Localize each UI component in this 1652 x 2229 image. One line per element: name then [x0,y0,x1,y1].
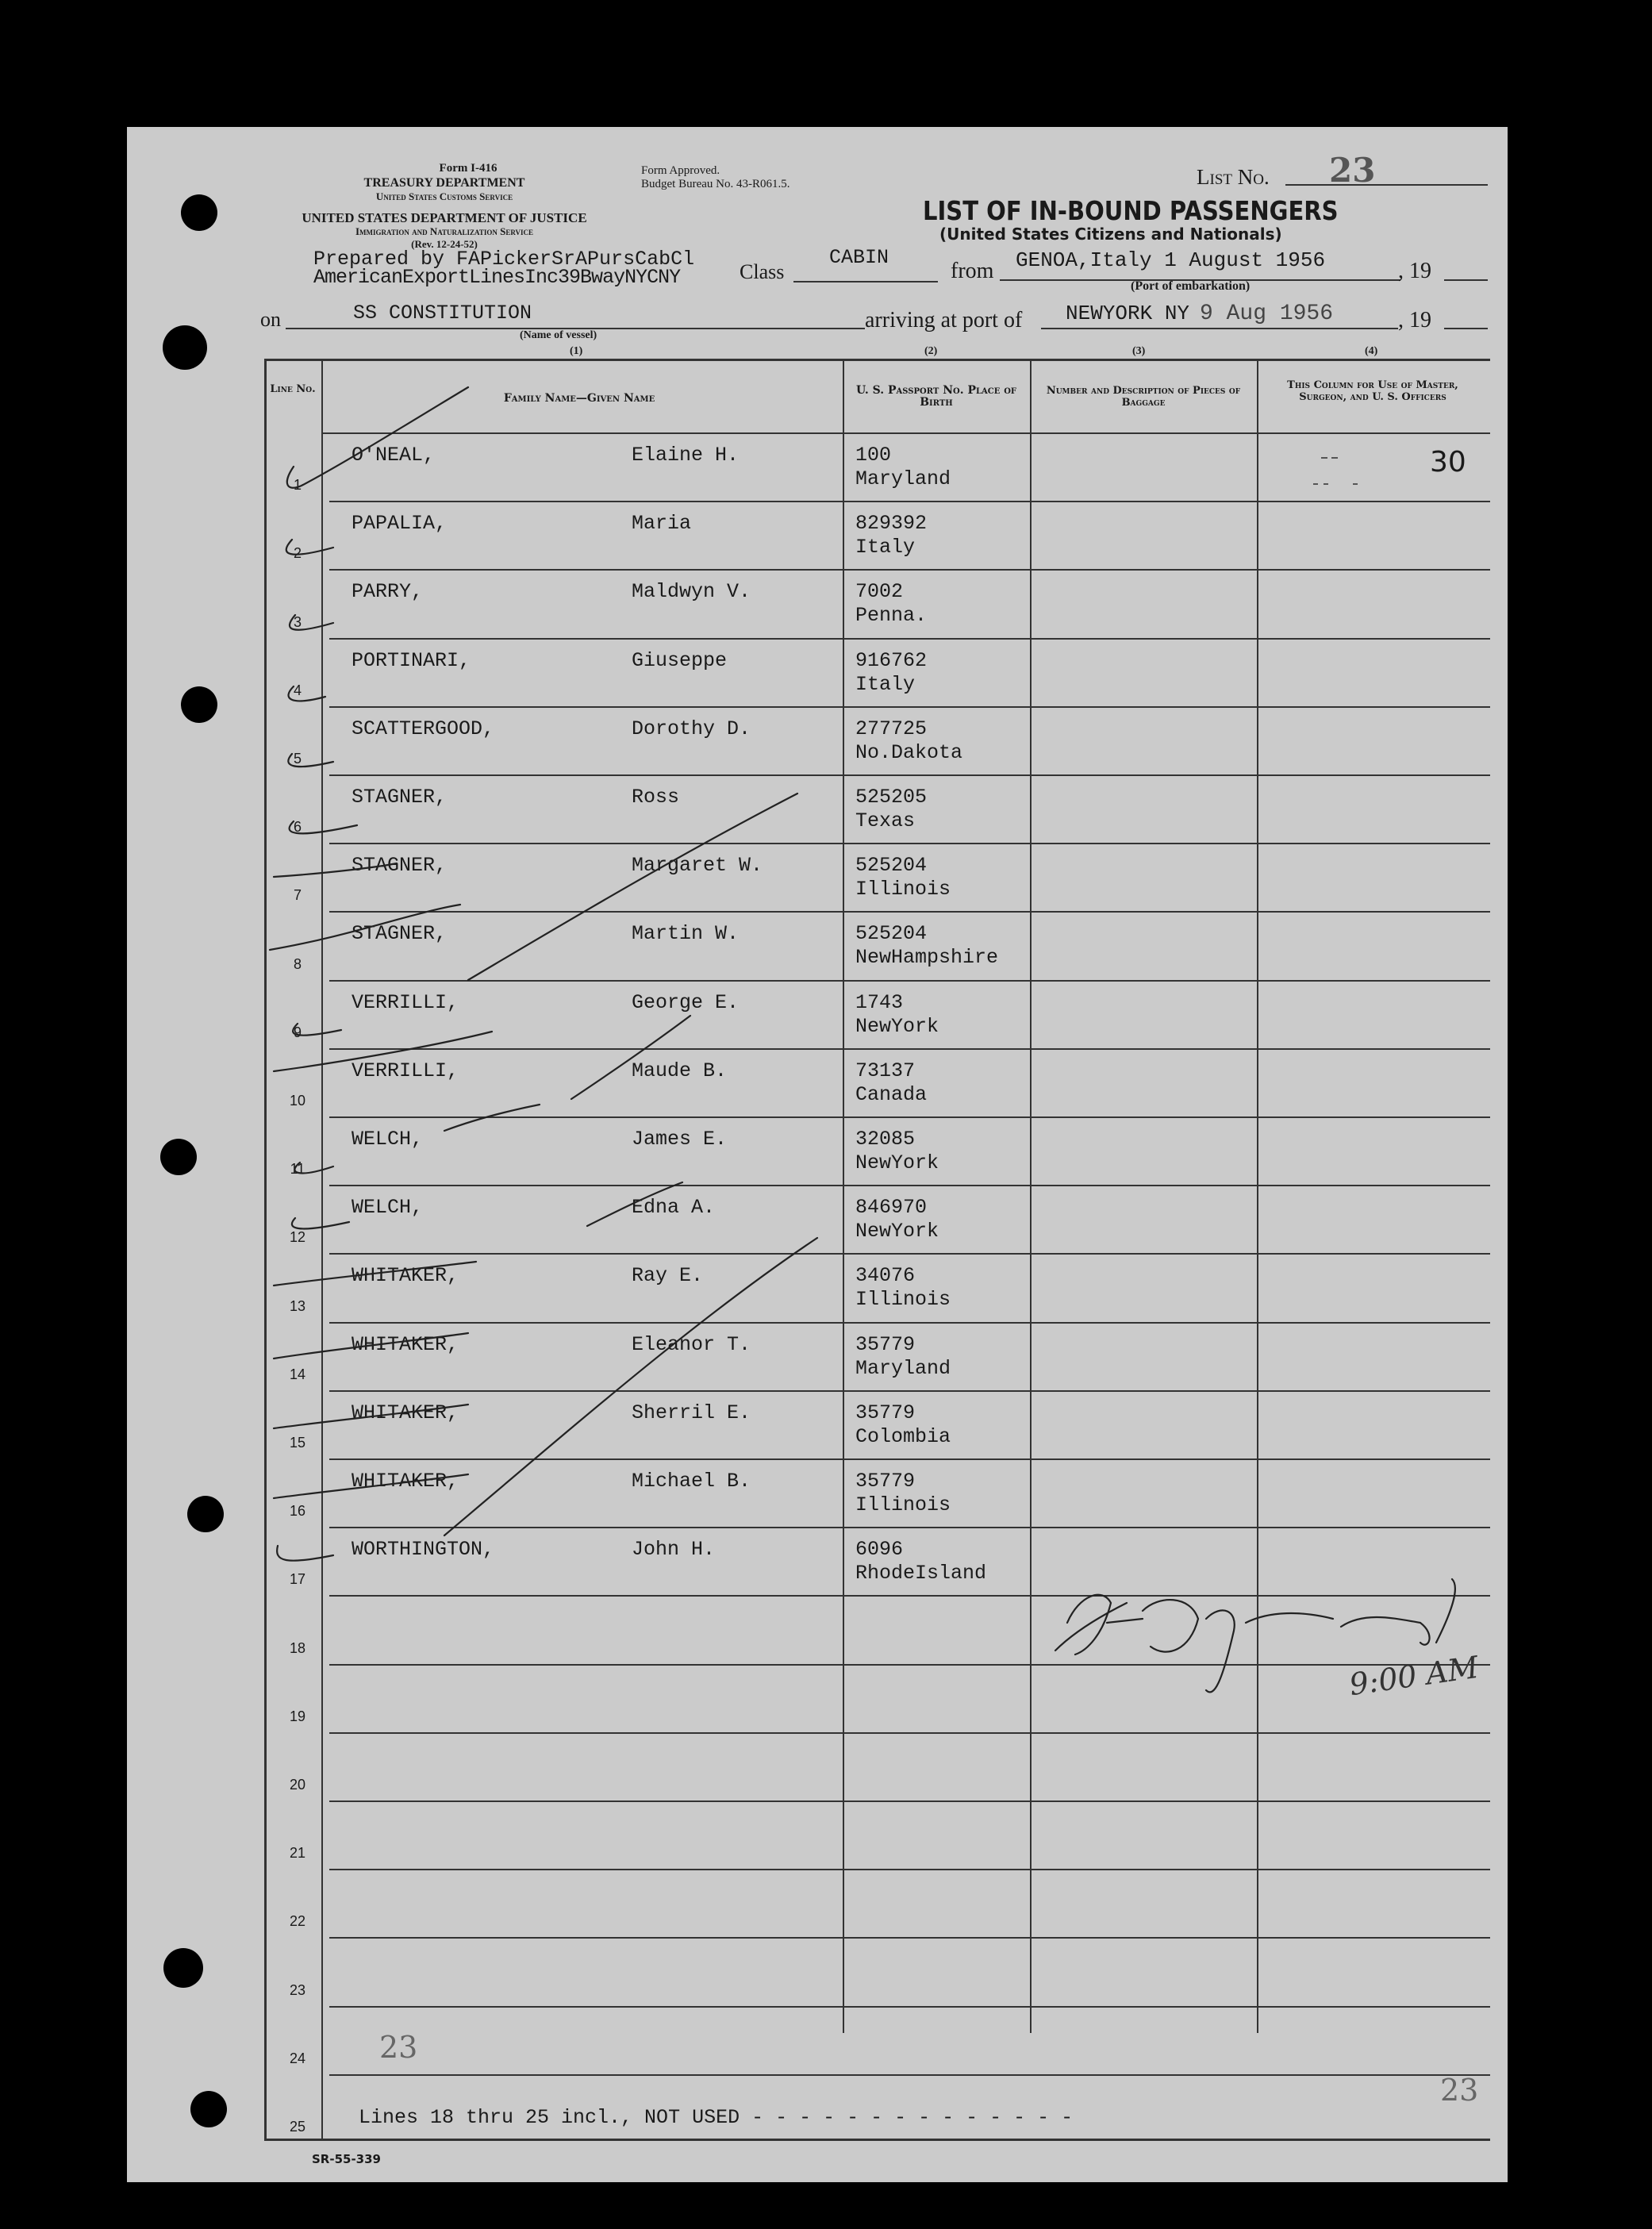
col-header-passport: U. S. Passport No. Place of Birth [855,384,1017,409]
passport-number: 525204 [855,854,928,877]
place-of-birth: Canada [855,1083,928,1106]
list-no-value: 23 [1329,151,1376,190]
from-value: GENOA,Italy 1 August 1956 [1016,248,1326,272]
check-mark [286,540,333,555]
family-name: WHITAKER, [352,1470,459,1493]
place-of-birth: NewYork [855,1015,939,1038]
document-title: LIST OF IN-BOUND PASSENGERS [923,195,1339,226]
justice-label: UNITED STATES DEPARTMENT OF JUSTICE [302,210,587,225]
col-header-officers: This Column for Use of Master, Surgeon, and U. S. Officers [1287,379,1458,403]
passport-number: 35779 [855,1401,916,1424]
check-mark [288,686,325,701]
place-of-birth: Italy [855,536,916,559]
place-of-birth: NewHampshire [855,946,999,969]
line-number: 3 [293,614,302,630]
line-number: 20 [289,1777,306,1793]
col-num-4: (4) [1365,345,1378,357]
given-name: George E. [632,991,740,1014]
place-of-birth: NewYork [855,1151,939,1174]
budget-bureau: Budget Bureau No. 43-R061.5. [641,178,790,190]
check-mark [287,387,468,488]
year-suffix: , 19 [1398,259,1431,283]
list-no-label: List No. [1197,165,1270,189]
passport-number: 277725 [855,717,928,740]
given-name: Eleanor T. [632,1333,751,1356]
given-name: Maldwyn V. [632,580,751,603]
col-header-baggage: Number and Description of Pieces of Baggage [1046,385,1241,409]
place-of-birth: Texas [855,809,916,832]
ins-label: Immigration and Naturalization Service [355,225,534,237]
place-of-birth: RhodeIsland [855,1562,987,1585]
prepared-by: Prepared by FAPickerSrAPursCabCl [313,248,695,271]
family-name: WHITAKER, [352,1333,459,1356]
line-number: 15 [289,1435,306,1451]
check-mark [274,1333,468,1359]
given-name: Giuseppe [632,649,728,672]
given-name: Edna A. [632,1196,716,1219]
check-mark [293,1024,341,1036]
family-name: STAGNER, [352,922,448,945]
passport-number: 525205 [855,786,928,809]
given-name: Dorothy D. [632,717,751,740]
passport-number: 916762 [855,649,928,672]
passport-number: 525204 [855,922,928,945]
family-name: PARRY, [352,580,424,603]
family-name: VERRILLI, [352,991,459,1014]
check-mark [294,1163,333,1173]
diagonal-stroke [444,1238,817,1535]
customs-label: United States Customs Service [375,190,513,202]
class-value: CABIN [829,246,889,269]
line-number: 16 [289,1503,306,1519]
given-name: Maude B. [632,1059,728,1082]
embarkation-label: (Port of embarkation) [1131,279,1251,293]
family-name: WELCH, [352,1196,424,1219]
place-of-birth: Colombia [855,1425,951,1448]
family-name: WHITAKER, [352,1401,459,1424]
form-approved: Form Approved. [641,164,720,177]
vessel-name: SS CONSTITUTION [353,302,532,325]
line-number: 6 [293,819,302,835]
passport-number: 829392 [855,512,928,535]
col-num-1: (1) [570,345,583,357]
family-name: O'NEAL, [352,444,436,467]
arriving-port: NEWYORK NY [1066,302,1190,325]
col-header-name: Family Name—Given Name [503,392,655,405]
given-name: James E. [632,1128,728,1151]
family-name: WHITAKER, [352,1264,459,1287]
given-name: Ray E. [632,1264,704,1287]
family-name: STAGNER, [352,786,448,809]
line-number: 24 [289,2050,306,2066]
check-mark [274,1262,476,1286]
family-name: WELCH, [352,1128,424,1151]
line-number: 5 [293,751,302,767]
col-num-2: (2) [924,345,938,357]
family-name: STAGNER, [352,854,448,877]
prepared-by-company: AmericanExportLinesInc39BwayNYCNY [313,266,681,289]
check-mark [270,905,460,950]
treasury-label: TREASURY DEPARTMENT [363,176,525,190]
place-of-birth: NewYork [855,1220,939,1243]
line-number: 21 [289,1845,306,1861]
given-name: Sherril E. [632,1401,751,1424]
line-number: 13 [289,1298,306,1314]
family-name: VERRILLI, [352,1059,459,1082]
arrival-date-stamp: 9 Aug 1956 [1200,302,1334,326]
check-mark [290,821,357,833]
on-label: on [260,308,281,331]
given-name: John H. [632,1538,716,1561]
place-of-birth: Maryland [855,1357,951,1380]
family-name: PORTINARI, [352,649,471,672]
check-mark [288,754,333,767]
place-of-birth: Maryland [855,467,951,490]
line-number: 17 [289,1571,306,1587]
place-of-birth: Penna. [855,604,928,627]
passport-number: 35779 [855,1333,916,1356]
place-of-birth: Illinois [855,1288,951,1311]
passport-number: 34076 [855,1264,916,1287]
check-mark [292,1218,349,1228]
passport-number: 846970 [855,1196,928,1219]
line-number: 2 [293,545,302,561]
line-number: 8 [293,956,302,972]
family-name: Lines 18 thru 25 incl., NOT USED - - - - - - - - - - - - - - [359,2106,1074,2129]
place-of-birth: Illinois [855,1493,951,1516]
line-number: 19 [289,1708,306,1724]
line-number: 10 [289,1093,306,1109]
form-number: Form I-416 [439,162,498,175]
vessel-label: (Name of vessel) [520,329,597,341]
line-number: 11 [290,1161,305,1177]
officer-note: 30 [1430,446,1466,478]
check-mark [274,1474,468,1498]
page-mark-right: 23 [1440,2073,1479,2108]
line-number: 7 [293,887,302,903]
line-number: 25 [289,2119,306,2135]
passport-number: 7002 [855,580,904,603]
passport-number: 100 [855,444,892,467]
arriving-label: arriving at port of [865,308,1023,332]
diagonal-stroke [571,1016,690,1099]
from-label: from [951,259,994,283]
line-number: 22 [289,1913,306,1929]
family-name: WORTHINGTON, [352,1538,495,1561]
class-label: Class [740,260,785,283]
place-of-birth: Illinois [855,878,951,901]
line-number: 4 [293,682,302,698]
line-number: 9 [293,1024,302,1040]
given-name: Ross [632,786,680,809]
passport-number: 6096 [855,1538,904,1561]
signature-time: 9:00 AM [1347,1649,1481,1703]
given-name: Maria [632,512,692,535]
line-number: 1 [293,477,302,493]
line-number: 18 [289,1640,306,1656]
given-name: Michael B. [632,1470,751,1493]
check-mark [274,1032,492,1071]
form-footer: SR-55-339 [312,2152,381,2166]
diagonal-stroke [587,1182,682,1226]
document-subtitle: (United States Citizens and Nationals) [939,225,1282,244]
check-mark [274,1405,468,1428]
place-of-birth: No.Dakota [855,741,963,764]
diagonal-stroke [444,1105,540,1131]
passport-number: 32085 [855,1128,916,1151]
line-number: 23 [289,1982,306,1998]
check-mark [277,1546,333,1561]
given-name: Martin W. [632,922,740,945]
line-number: 12 [289,1229,306,1245]
passport-number: 1743 [855,991,904,1014]
passport-number: 35779 [855,1470,916,1493]
col-header-line-no: Line No. [270,383,316,395]
check-mark [274,863,397,877]
family-name: SCATTERGOOD, [352,717,495,740]
year-suffix-2: , 19 [1398,308,1431,332]
line-number: 14 [289,1366,306,1382]
page-mark-left: 23 [379,2030,418,2065]
revision-label: (Rev. 12-24-52) [411,238,478,250]
given-name: Margaret W. [632,854,763,877]
passport-number: 73137 [855,1059,916,1082]
given-name: Elaine H. [632,444,740,467]
place-of-birth: Italy [855,673,916,696]
family-name: PAPALIA, [352,512,448,535]
diagonal-stroke [468,794,797,980]
col-num-3: (3) [1132,345,1146,357]
check-mark [290,615,333,630]
